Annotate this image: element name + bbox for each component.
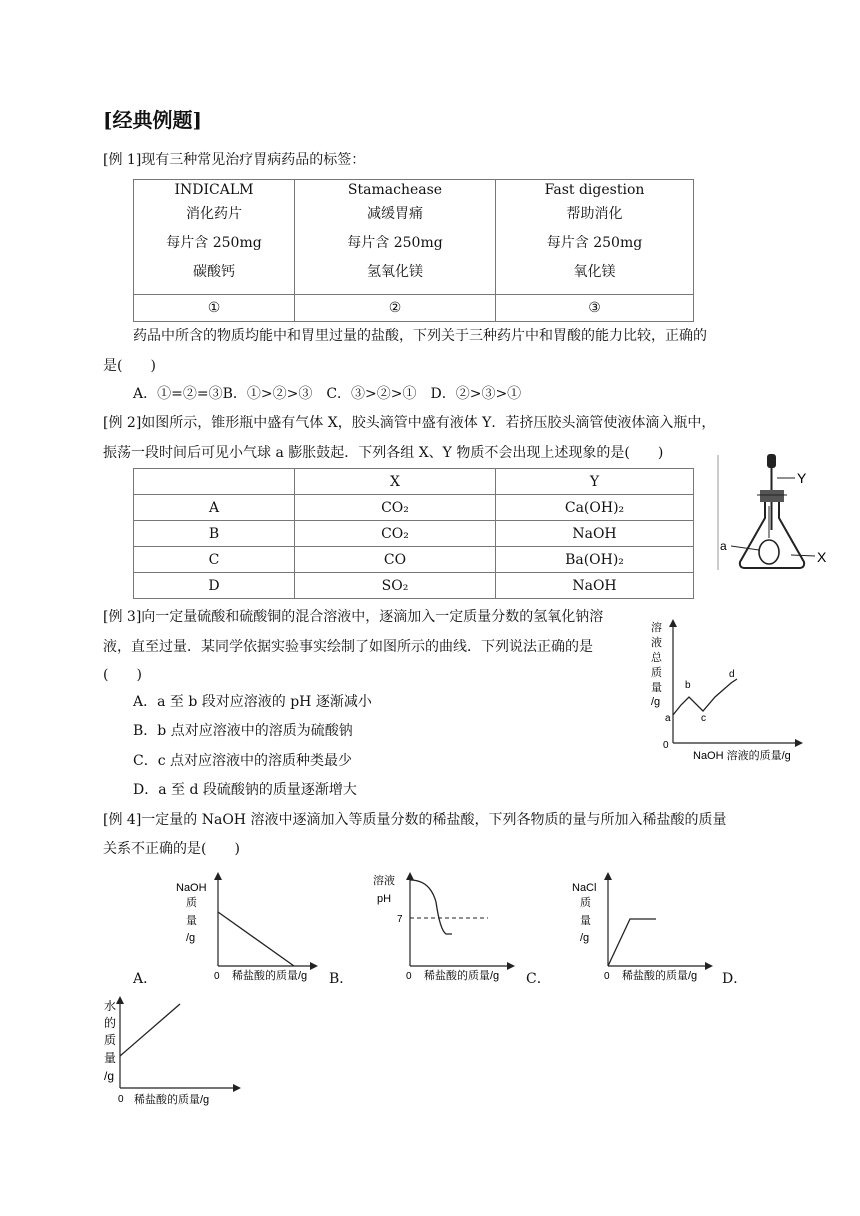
svg-text:量: 量 xyxy=(186,915,197,927)
ex4-a-line xyxy=(218,912,294,966)
drug-number-1: ① xyxy=(134,295,295,322)
svg-text:量: 量 xyxy=(651,682,662,694)
drug-label-1: INDICALM 消化药片 每片含 250mg 碳酸钙 xyxy=(134,180,295,295)
ex4-graph-c xyxy=(568,868,723,986)
svg-text:量: 量 xyxy=(580,915,591,927)
ex4-option-c: C． xyxy=(526,971,551,987)
point-c-label: c xyxy=(701,713,706,724)
svg-text:NaCl: NaCl xyxy=(572,882,597,894)
ex3-line1: [例 3]向一定量硫酸和硫酸铜的混合溶液中，逐滴加入一定质量分数的氢氧化钠溶 xyxy=(103,609,604,625)
svg-text:0: 0 xyxy=(214,971,220,982)
svg-text:水: 水 xyxy=(104,999,117,1013)
xy-table: X Y A CO₂ Ca(OH)₂ B CO₂ NaOH C CO Ba(OH)₂ D SO₂ NaOH xyxy=(133,468,694,599)
ex1-stem-line2: 是( ) xyxy=(103,358,156,374)
ex4-graph-b xyxy=(370,868,530,986)
drug-label-2: Stamachease 减缓胃痛 每片含 250mg 氢氧化镁 xyxy=(295,180,496,295)
balloon-icon xyxy=(759,540,779,564)
section-title: [经典例题] xyxy=(103,108,202,132)
drug-number-3: ③ xyxy=(496,295,694,322)
ex4-line1: [例 4]一定量的 NaOH 溶液中逐滴加入等质量分数的稀盐酸，下列各物质的量与所加入稀盐酸的质量 xyxy=(103,812,727,828)
table-row: D SO₂ NaOH xyxy=(134,573,694,599)
svg-text:0: 0 xyxy=(663,740,669,751)
ex4-option-d: D． xyxy=(722,971,748,987)
ex3-line2: 液，直至过量．某同学依据实验事实绘制了如图所示的曲线．下列说法正确的是 xyxy=(103,639,593,655)
svg-text:液: 液 xyxy=(651,637,662,649)
svg-text:/g: /g xyxy=(651,696,661,708)
ex4-d-line xyxy=(120,1004,180,1056)
ex4-graph-a xyxy=(170,868,330,986)
svg-text:0: 0 xyxy=(406,971,412,982)
ex3-graph xyxy=(645,615,810,765)
svg-text:NaOH: NaOH xyxy=(176,882,207,894)
ex3-option-d: D．a 至 d 段硫酸钠的质量逐渐增大 xyxy=(133,782,357,798)
svg-text:溶液: 溶液 xyxy=(373,875,395,887)
svg-text:a: a xyxy=(720,539,727,553)
svg-text:/g: /g xyxy=(580,932,590,944)
point-d-label: d xyxy=(729,669,735,680)
ex4-c-line xyxy=(608,919,656,966)
svg-text:7: 7 xyxy=(397,914,403,925)
ex4-option-b: B． xyxy=(329,971,354,987)
point-b-label: b xyxy=(685,680,691,691)
svg-text:质: 质 xyxy=(186,897,197,909)
svg-text:/g: /g xyxy=(104,1069,115,1083)
ex4-option-a: A． xyxy=(133,971,158,987)
ex1-options: A．①=②=③B．①>②>③ C．③>②>① D．②>③>① xyxy=(133,386,522,402)
ex4-b-curve xyxy=(410,880,452,934)
ex3-option-b: B．b 点对应溶液中的溶质为硫酸钠 xyxy=(133,723,353,739)
svg-text:溶: 溶 xyxy=(651,622,662,634)
table-row: A CO₂ Ca(OH)₂ xyxy=(134,495,694,521)
drug-number-2: ② xyxy=(295,295,496,322)
ex2-line2: 振荡一段时间后可见小气球 a 膨胀鼓起．下列各组 X、Y 物质不会出现上述现象的是( ) xyxy=(103,445,664,461)
table-row: C CO Ba(OH)₂ xyxy=(134,547,694,573)
svg-text:NaOH 溶液的质量/g: NaOH 溶液的质量/g xyxy=(693,750,791,762)
drug-label-3: Fast digestion 帮助消化 每片含 250mg 氧化镁 xyxy=(496,180,694,295)
svg-text:稀盐酸的质量/g: 稀盐酸的质量/g xyxy=(622,970,698,982)
ex3-option-a: A．a 至 b 段对应溶液的 pH 逐渐减小 xyxy=(133,694,372,710)
svg-text:0: 0 xyxy=(118,1094,124,1105)
point-a-label: a xyxy=(665,713,671,724)
svg-text:的: 的 xyxy=(104,1016,117,1030)
svg-text:0: 0 xyxy=(604,971,610,982)
svg-text:稀盐酸的质量/g: 稀盐酸的质量/g xyxy=(424,970,500,982)
svg-text:稀盐酸的质量/g: 稀盐酸的质量/g xyxy=(232,970,308,982)
svg-text:量: 量 xyxy=(104,1051,117,1065)
ex3-curve xyxy=(673,679,737,715)
svg-text:总: 总 xyxy=(651,652,662,664)
svg-text:质: 质 xyxy=(580,897,591,909)
drug-label-table xyxy=(133,179,694,322)
ex2-line1: [例 2]如图所示，锥形瓶中盛有气体 X，胶头滴管中盛有液体 Y．若挤压胶头滴管使液体滴入瓶中， xyxy=(103,415,716,431)
flask-figure xyxy=(715,450,840,575)
svg-text:质: 质 xyxy=(651,667,662,679)
ex3-option-c: C．c 点对应溶液中的溶质种类最少 xyxy=(133,753,353,769)
svg-text:pH: pH xyxy=(377,893,392,905)
svg-text:X: X xyxy=(817,549,827,565)
svg-text:Y: Y xyxy=(797,470,807,486)
svg-text:稀盐酸的质量/g: 稀盐酸的质量/g xyxy=(134,1094,210,1106)
ex4-graph-d xyxy=(98,992,258,1112)
svg-text:质: 质 xyxy=(104,1033,117,1047)
ex1-question: [例 1]现有三种常见治疗胃病药品的标签： xyxy=(103,152,366,168)
dropper-bulb-icon xyxy=(767,454,776,468)
ex1-stem-line1: 药品中所含的物质均能中和胃里过量的盐酸，下列关于三种药片中和胃酸的能力比较，正确的 xyxy=(133,328,707,344)
ex4-line2: 关系不正确的是( ) xyxy=(103,841,240,857)
table-row: B CO₂ NaOH xyxy=(134,521,694,547)
svg-text:/g: /g xyxy=(186,932,196,944)
ex3-line3: ( ) xyxy=(103,667,142,683)
